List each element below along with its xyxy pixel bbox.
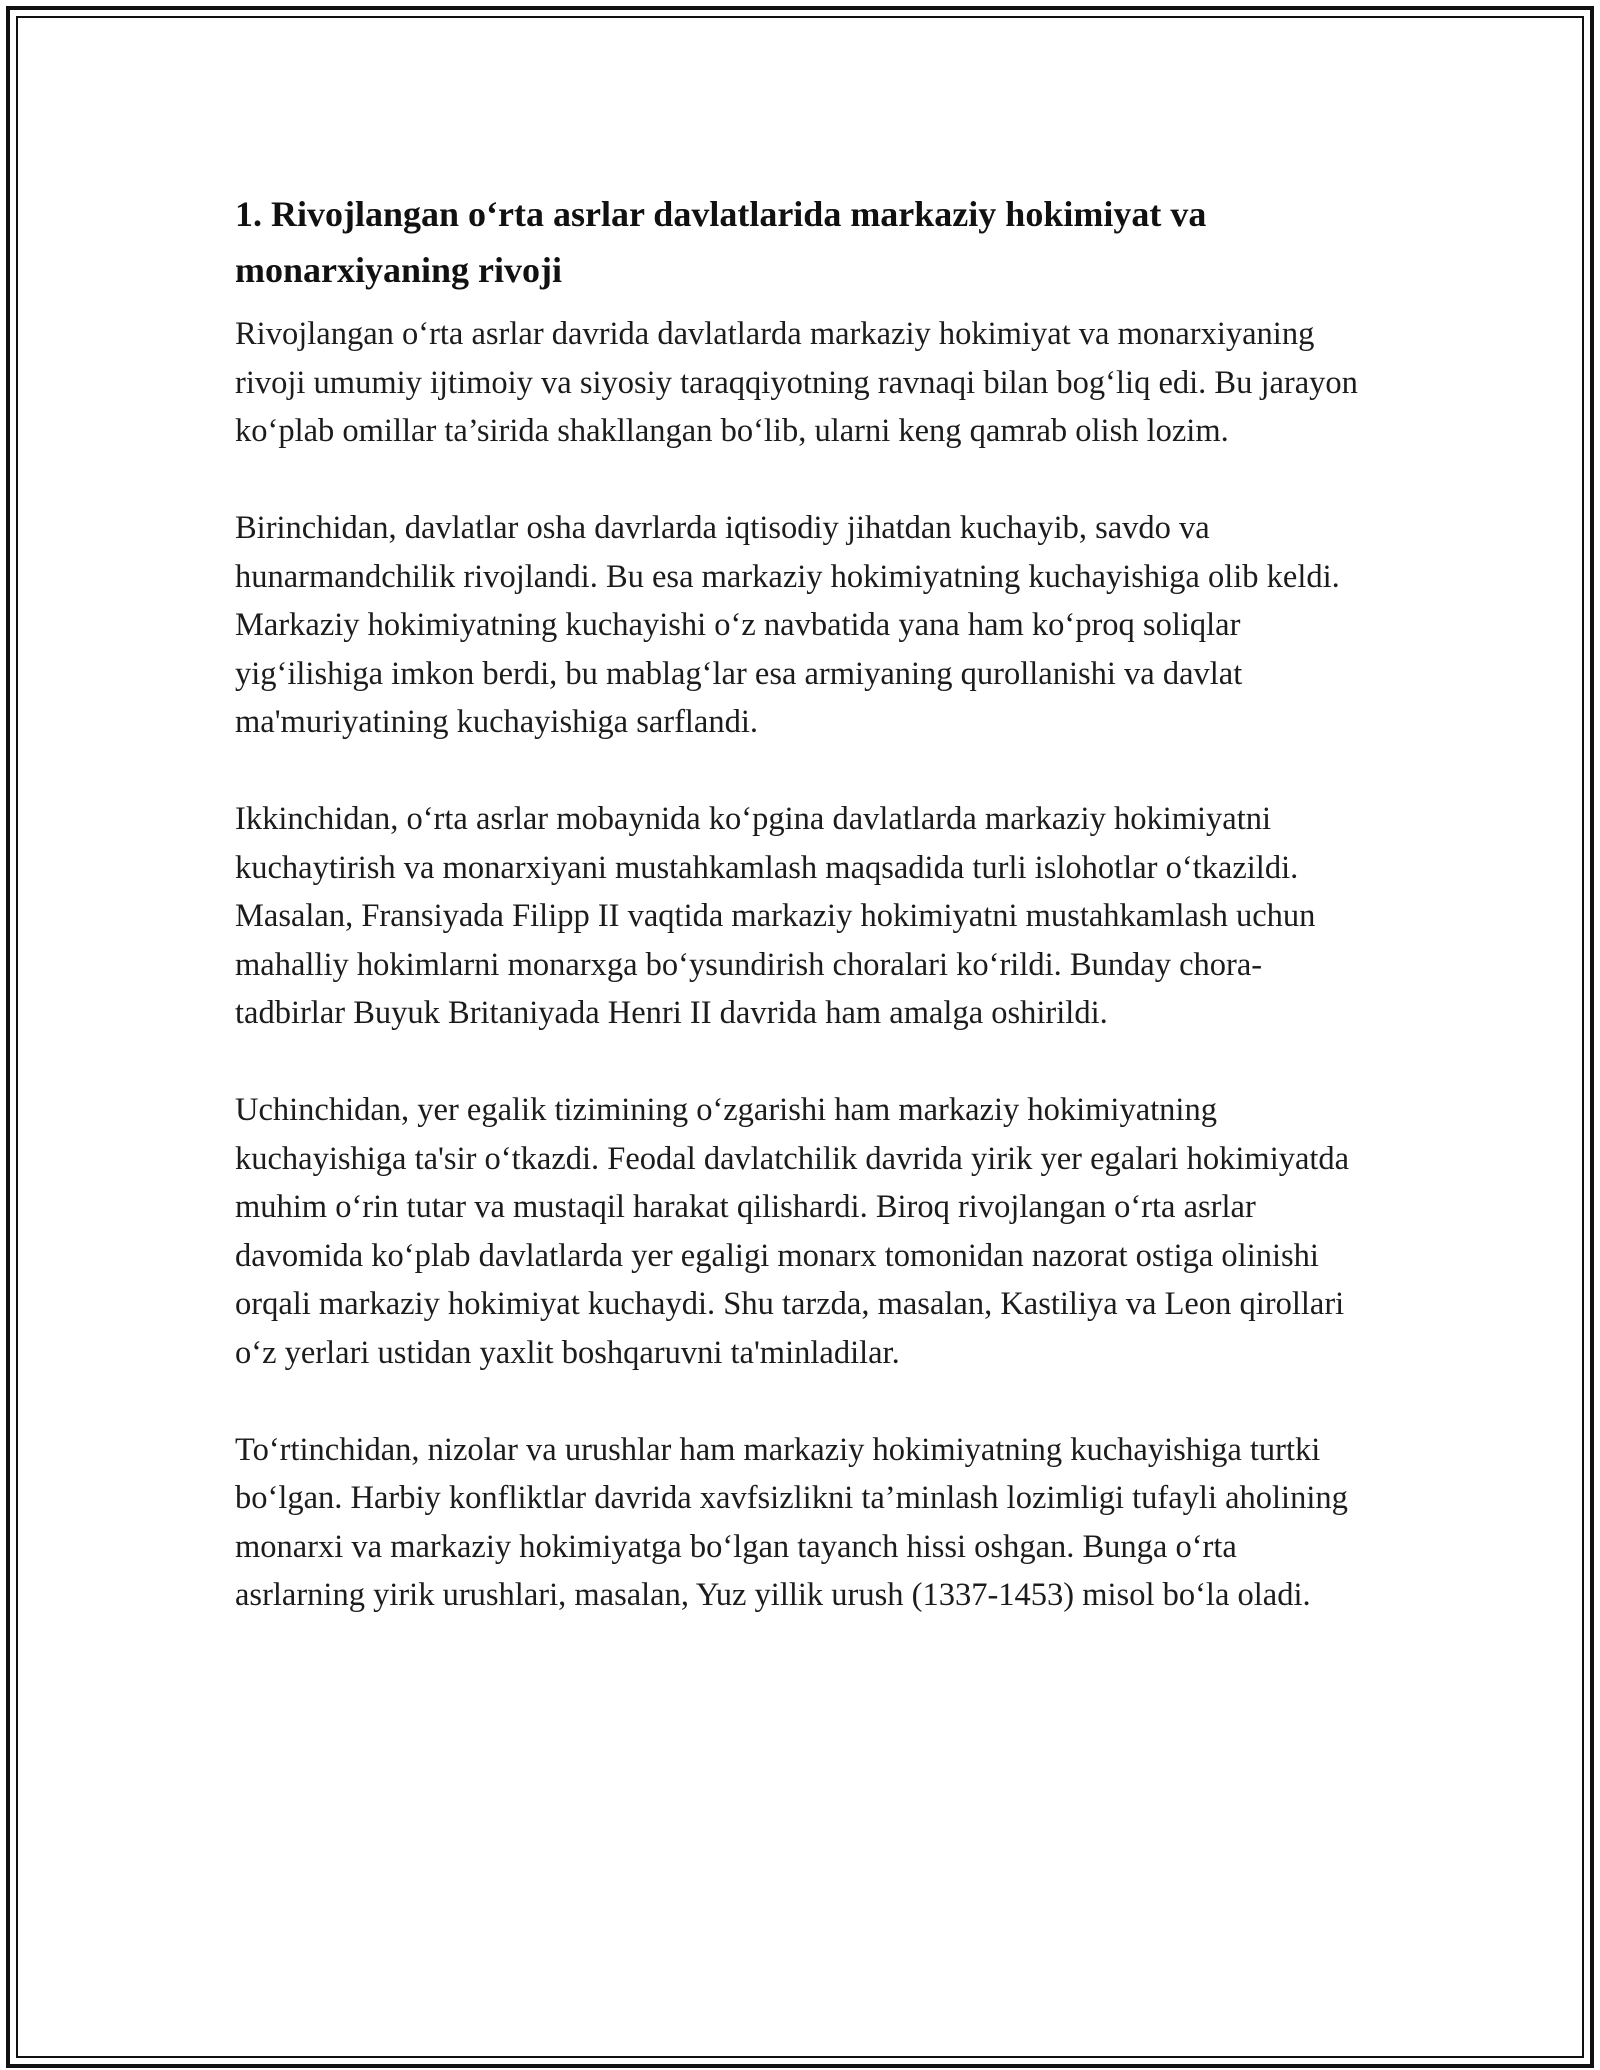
section-heading: 1. Rivojlangan o‘rta asrlar davlatlarida markaziy hokimiyat va monarxiyaning rivoji	[235, 194, 1207, 290]
paragraph-second-point: Ikkinchidan, o‘rta asrlar mobaynida ko‘pgina davlatlarda markaziy hokimiyatni kuchaytirish va monarxiyani mustahkamlash maqsadida turli islohotlar o‘tkazildi. Masalan, Fransiyada Filipp II vaqtida markaziy hokimiyatni mustahkamlash uchun mahalliy hokimlarni monarxga bo‘ysundirish choralari ko‘rildi. Bunday chora-tadbirlar Buyuk Britaniyada Henri II davrida ham amalga oshirildi.	[235, 801, 1316, 1031]
paragraph-third-point: Uchinchidan, yer egalik tizimining o‘zgarishi ham markaziy hokimiyatning kuchayishiga ta'sir o‘tkazdi. Feodal davlatchilik davrida yirik yer egalari hokimiyatda muhim o‘rin tutar va mustaqil harakat qilishardi. Biroq rivojlangan o‘rta asrlar davomida ko‘plab davlatlarda yer egaligi monarx tomonidan nazorat ostiga olinishi orqali markaziy hokimiyat kuchaydi. Shu tarzda, masalan, Kastiliya va Leon qirollari o‘z yerlari ustidan yaxlit boshqaruvni ta'minladilar.	[235, 1092, 1350, 1371]
paragraph-first-point: Birinchidan, davlatlar osha davrlarda iqtisodiy jihatdan kuchayib, savdo va hunarmandchilik rivojlandi. Bu esa markaziy hokimiyatning kuchayishiga olib keldi. Markaziy hokimiyatning kuchayishi o‘z navbatida yana ham ko‘proq soliqlar yig‘ilishiga imkon berdi, bu mablag‘lar esa armiyaning qurollanishi va davlat ma'muriyatining kuchayishiga sarflandi.	[235, 510, 1340, 740]
paragraph-intro: Rivojlangan o‘rta asrlar davrida davlatlarda markaziy hokimiyat va monarxiyaning rivoji umumiy ijtimoiy va siyosiy taraqqiyotning ravnaqi bilan bog‘liq edi. Bu jarayon ko‘plab omillar ta’sirida shakllangan bo‘lib, ularni keng qamrab olish lozim.	[235, 316, 1358, 449]
paragraph-fourth-point: To‘rtinchidan, nizolar va urushlar ham markaziy hokimiyatning kuchayishiga turtki bo‘lgan. Harbiy konfliktlar davrida xavfsizlikni ta’minlash lozimligi tufayli aholining monarxi va markaziy hokimiyatga bo‘lgan tayanch hissi oshgan. Bunga o‘rta asrlarning yirik urushlari, masalan, Yuz yillik urush (1337-1453) misol bo‘la oladi.	[235, 1431, 1348, 1613]
document-body	[235, 186, 1365, 1668]
